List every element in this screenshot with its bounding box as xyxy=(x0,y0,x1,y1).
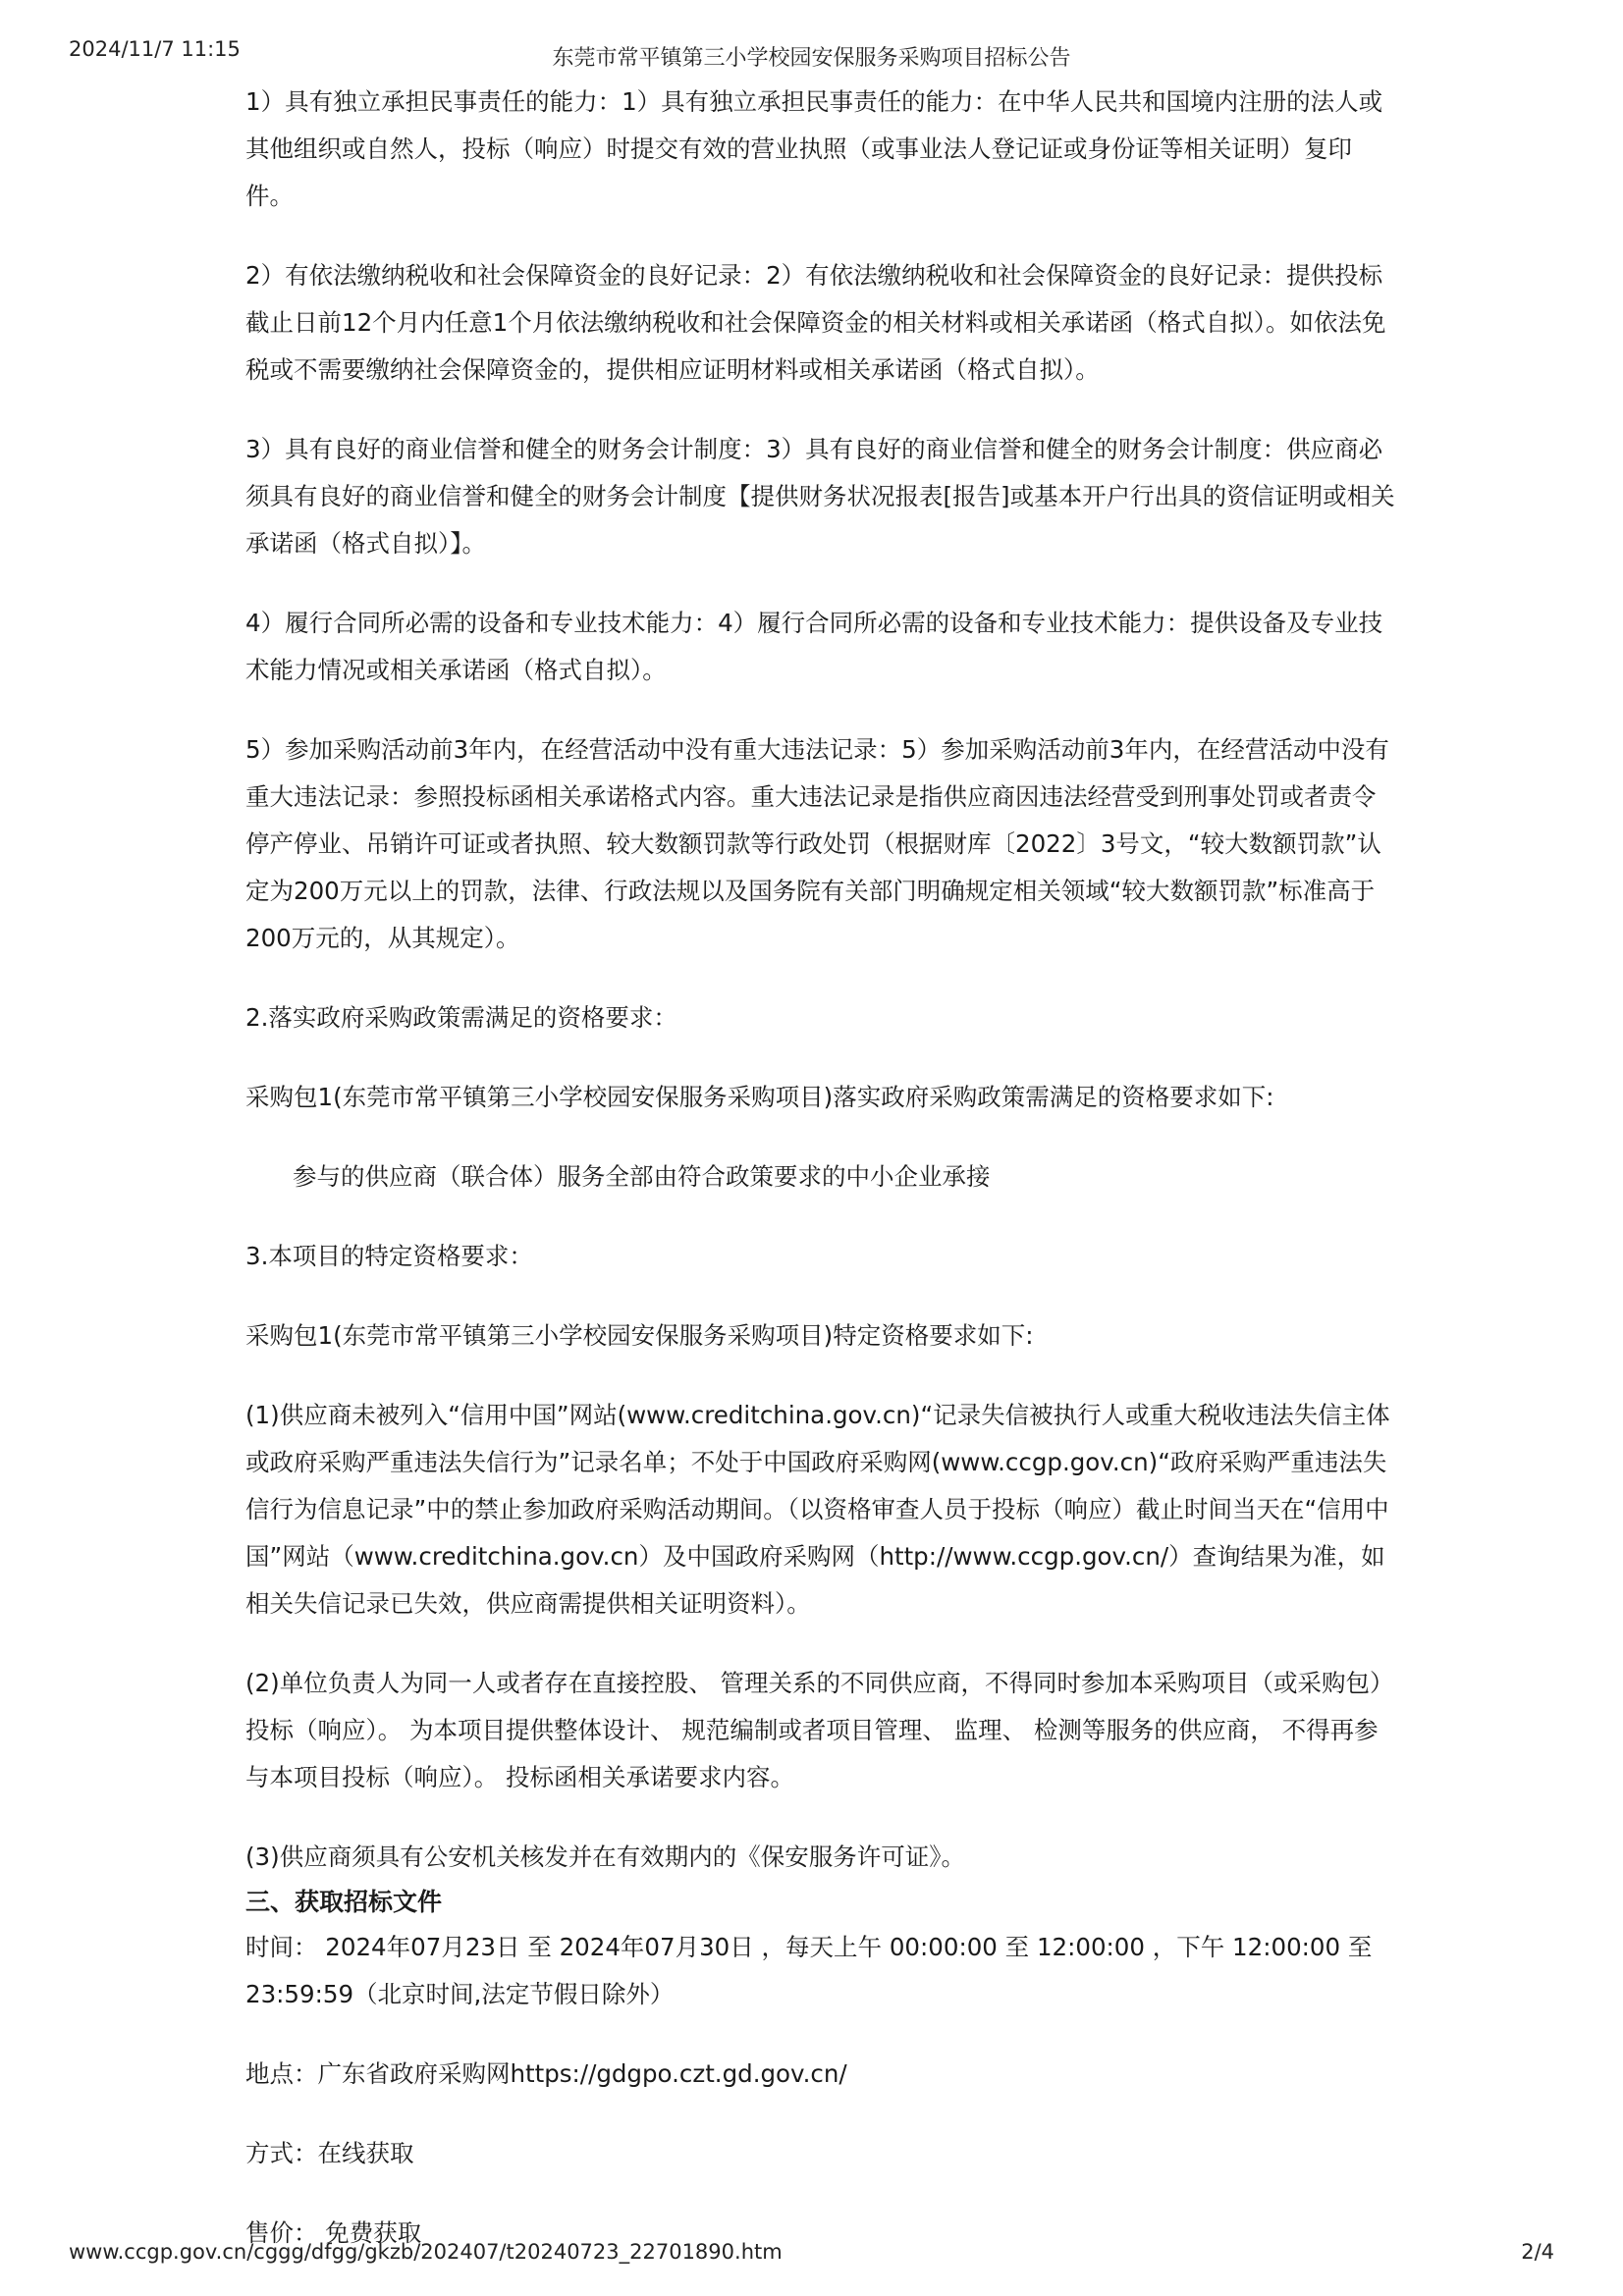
requirement-5: 5）参加采购活动前3年内，在经营活动中没有重大违法记录：5）参加采购活动前3年内，在经营活动中没有重大违法记录：参照投标函相关承诺格式内容。重大违法记录是指供应商因违法经营受到刑事处罚或者责令停产停业、吊销许可证或者执照、较大数额罚款等行政处罚（根据财库〔2022〕3号文，“较大数额罚款”认定为200万元以上的罚款，法律、行政法规以及国务院有关部门明确规定相关领域“较大数额罚款”标准高于200万元的，从其规定）。 xyxy=(245,735,1389,952)
requirement-4: 4）履行合同所必需的设备和专业技术能力：4）履行合同所必需的设备和专业技术能力：提供设备及专业技术能力情况或相关承诺函（格式自拟）。 xyxy=(245,609,1383,684)
requirement-3: 3）具有良好的商业信誉和健全的财务会计制度：3）具有良好的商业信誉和健全的财务会计制度：供应商必须具有良好的商业信誉和健全的财务会计制度【提供财务状况报表[报告]或基本开户行出具的资信证明或相关承诺函（格式自拟）】。 xyxy=(245,435,1395,558)
obtain-method: 方式：在线获取 xyxy=(245,2139,414,2167)
section-heading-obtain-documents: 三、获取招标文件 xyxy=(245,1888,443,1916)
special-requirement-3: (3)供应商须具有公安机关核发并在有效期内的《保安服务许可证》。 xyxy=(245,1842,965,1871)
print-header xyxy=(69,37,1554,73)
policy-package-line: 采购包1(东莞市常平镇第三小学校园安保服务采购项目)落实政府采购政策需满足的资格要求如下: xyxy=(245,1083,1274,1111)
obtain-time: 时间： 2024年07月23日 至 2024年07月30日 ，每天上午 00:00:00 至 12:00:00 ，下午 12:00:00 至 23:59:59（北京时间,法定节假日除外） xyxy=(245,1933,1373,2008)
obtain-place: 地点：广东省政府采购网https://gdgpo.czt.gd.gov.cn/ xyxy=(245,2059,847,2088)
special-requirement-2: (2)单位负责人为同一人或者存在直接控股、 管理关系的不同供应商，不得同时参加本采购项目（或采购包）投标（响应）。 为本项目提供整体设计、 规范编制或者项目管理、 监理、 检测等服务的供应商， 不得再参与本项目投标（响应）。 投标函相关承诺要求内容。 xyxy=(245,1669,1394,1791)
document-title: 东莞市常平镇第三小学校园安保服务采购项目招标公告 xyxy=(552,46,1071,71)
special-heading: 3.本项目的特定资格要求： xyxy=(245,1242,533,1270)
requirement-2: 2）有依法缴纳税收和社会保障资金的良好记录：2）有依法缴纳税收和社会保障资金的良好记录：提供投标截止日前12个月内任意1个月依法缴纳税收和社会保障资金的相关材料或相关承诺函（格式自拟）。如依法免税或不需要缴纳社会保障资金的，提供相应证明材料或相关承诺函（格式自拟）。 xyxy=(245,261,1386,384)
policy-heading: 2.落实政府采购政策需满足的资格要求： xyxy=(245,1003,677,1032)
print-datetime: 2024/11/7 11:15 xyxy=(69,37,241,61)
page-number: 2/4 xyxy=(1521,2240,1554,2264)
document-body xyxy=(245,79,1399,2289)
print-footer xyxy=(69,2240,1554,2269)
page-url: www.ccgp.gov.cn/cggg/dfgg/gkzb/202407/t20240723_22701890.htm xyxy=(69,2240,783,2264)
requirement-1: 1）具有独立承担民事责任的能力：1）具有独立承担民事责任的能力：在中华人民共和国境内注册的法人或其他组织或自然人，投标（响应）时提交有效的营业执照（或事业法人登记证或身份证等相关证明）复印件。 xyxy=(245,87,1383,210)
special-requirement-1: (1)供应商未被列入“信用中国”网站(www.creditchina.gov.cn)“记录失信被执行人或重大税收违法失信主体或政府采购严重违法失信行为”记录名单；不处于中国政府采购网(www.ccgp.gov.cn)“政府采购严重违法失信行为信息记录”中的禁止参加政府采购活动期间。（以资格审查人员于投标（响应）截止时间当天在“信用中国”网站（www.creditchina.gov.cn）及中国政府采购网（http://www.ccgp.gov.cn/）查询结果为准，如相关失信记录已失效，供应商需提供相关证明资料）。 xyxy=(245,1401,1390,1618)
obtain-price: 售价： 免费获取 xyxy=(245,2218,422,2247)
special-package-line: 采购包1(东莞市常平镇第三小学校园安保服务采购项目)特定资格要求如下: xyxy=(245,1321,1034,1350)
policy-item: 参与的供应商（联合体）服务全部由符合政策要求的中小企业承接 xyxy=(293,1162,991,1191)
